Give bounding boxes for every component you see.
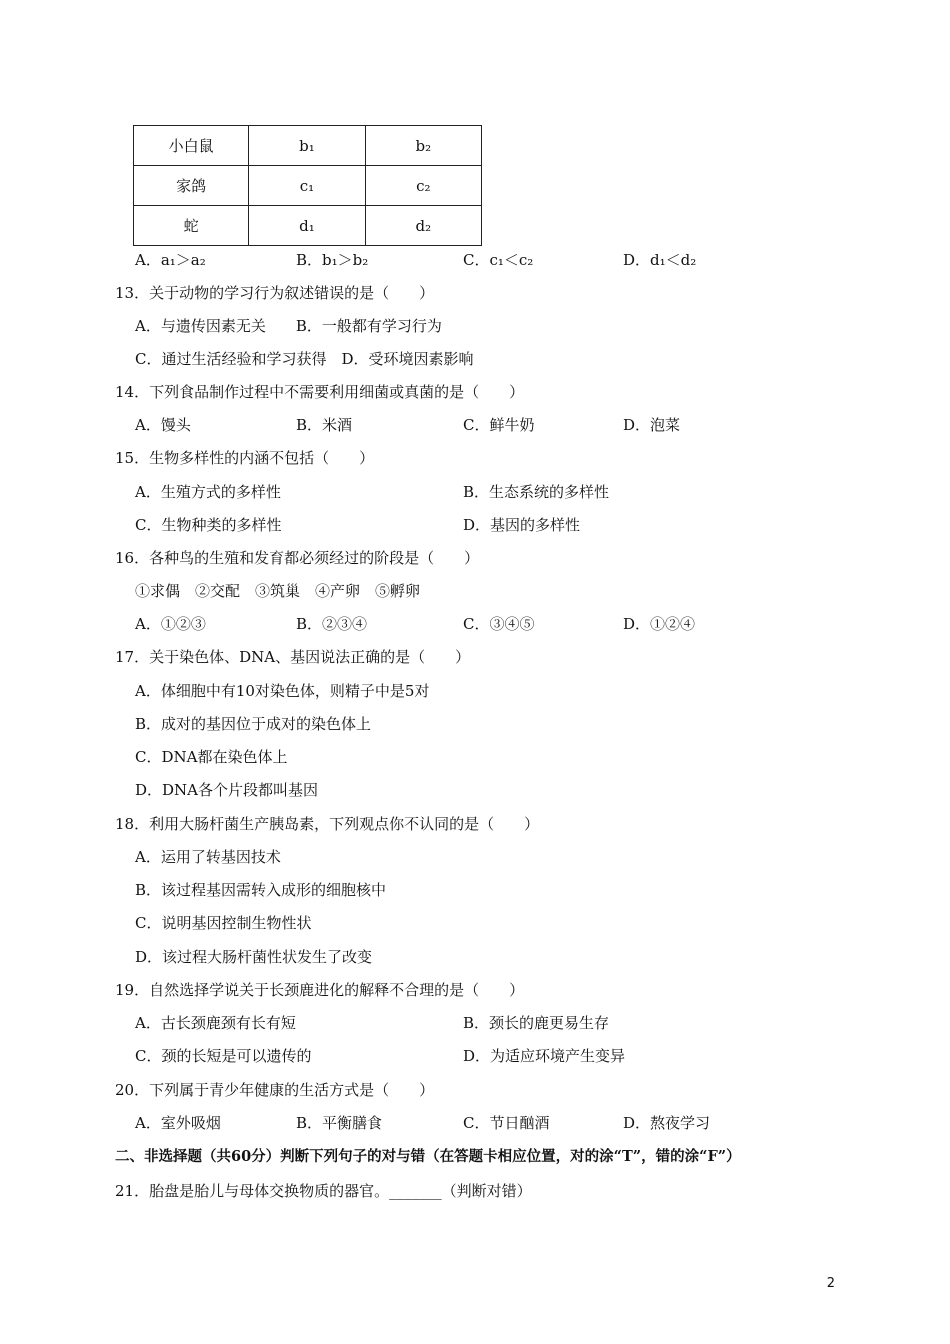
q20-option-c: C．节日酗酒 [463,1114,550,1132]
q15-option-a: A．生殖方式的多样性 [135,483,281,501]
table-cell: c₁ [249,166,365,206]
q12-option-b: B．b₁＞b₂ [296,251,369,269]
table-cell: 家鸽 [134,166,249,206]
q16-stem: 16．各种鸟的生殖和发育都必须经过的阶段是（ ） [115,549,480,567]
q20-option-d: D．熬夜学习 [623,1114,711,1132]
q20-option-b: B．平衡膳食 [296,1114,383,1132]
table-cell: c₂ [365,166,481,206]
q19-option-a: A．古长颈鹿颈有长有短 [135,1014,296,1032]
q16-items: ①求偶 ②交配 ③筑巢 ④产卵 ⑤孵卵 [135,582,421,600]
table-row [134,126,482,166]
q15-option-c: C．生物种类的多样性 [135,516,282,534]
q17-option-d: D．DNA各个片段都叫基因 [135,781,319,799]
table-cell: d₂ [365,206,481,246]
section-2-title: 二、非选择题（共60分）判断下列句子的对与错（在答题卡相应位置，对的涂“T”，错的涂“F”） [115,1148,741,1165]
data-table [133,125,482,246]
q12-option-a: A．a₁＞a₂ [135,251,206,269]
q14-option-b: B．米酒 [296,416,353,434]
table-cell: b₁ [249,126,365,166]
q19-option-c: C．颈的长短是可以遗传的 [135,1047,312,1065]
q15-stem: 15．生物多样性的内涵不包括（ ） [115,449,375,467]
q13-options-ab: A．与遗传因素无关 B．一般都有学习行为 [135,317,442,335]
q18-stem: 18．利用大肠杆菌生产胰岛素，下列观点你不认同的是（ ） [115,815,540,833]
q20-stem: 20．下列属于青少年健康的生活方式是（ ） [115,1081,435,1099]
q12-option-c: C．c₁＜c₂ [463,251,534,269]
q15-option-d: D．基因的多样性 [463,516,581,534]
q16-option-a: A．①②③ [135,615,206,633]
q19-option-b: B．颈长的鹿更易生存 [463,1014,610,1032]
q16-option-c: C．③④⑤ [463,615,535,633]
table-cell: b₂ [365,126,481,166]
q12-option-d: D．d₁＜d₂ [623,251,697,269]
q14-stem: 14．下列食品制作过程中不需要利用细菌或真菌的是（ ） [115,383,525,401]
q19-option-d: D．为适应环境产生变异 [463,1047,626,1065]
q18-option-d: D．该过程大肠杆菌性状发生了改变 [135,948,373,966]
page-number: 2 [826,1276,835,1291]
table-row [134,206,482,246]
q17-stem: 17．关于染色体、DNA、基因说法正确的是（ ） [115,648,471,666]
q14-option-a: A．馒头 [135,416,191,434]
q15-option-b: B．生态系统的多样性 [463,483,610,501]
table-cell: d₁ [249,206,365,246]
q19-stem: 19．自然选择学说关于长颈鹿进化的解释不合理的是（ ） [115,981,525,999]
q20-option-a: A．室外吸烟 [135,1114,221,1132]
q14-option-d: D．泡菜 [623,416,681,434]
table-cell: 蛇 [134,206,249,246]
q17-option-b: B．成对的基因位于成对的染色体上 [135,715,372,733]
q18-option-b: B．该过程基因需转入成形的细胞核中 [135,881,387,899]
q17-option-c: C．DNA都在染色体上 [135,748,288,766]
q16-option-d: D．①②④ [623,615,696,633]
q18-option-a: A．运用了转基因技术 [135,848,281,866]
q13-stem: 13．关于动物的学习行为叙述错误的是（ ） [115,284,435,302]
q21-stem: 21．胎盘是胎儿与母体交换物质的器官。_______（判断对错） [115,1182,532,1200]
table-cell: 小白鼠 [134,126,249,166]
q17-option-a: A．体细胞中有10对染色体，则精子中是5对 [135,682,430,700]
q14-option-c: C．鲜牛奶 [463,416,535,434]
q13-options-cd: C．通过生活经验和学习获得 D．受环境因素影响 [135,350,474,368]
q18-option-c: C．说明基因控制生物性状 [135,914,312,932]
table-row [134,166,482,206]
q16-option-b: B．②③④ [296,615,368,633]
